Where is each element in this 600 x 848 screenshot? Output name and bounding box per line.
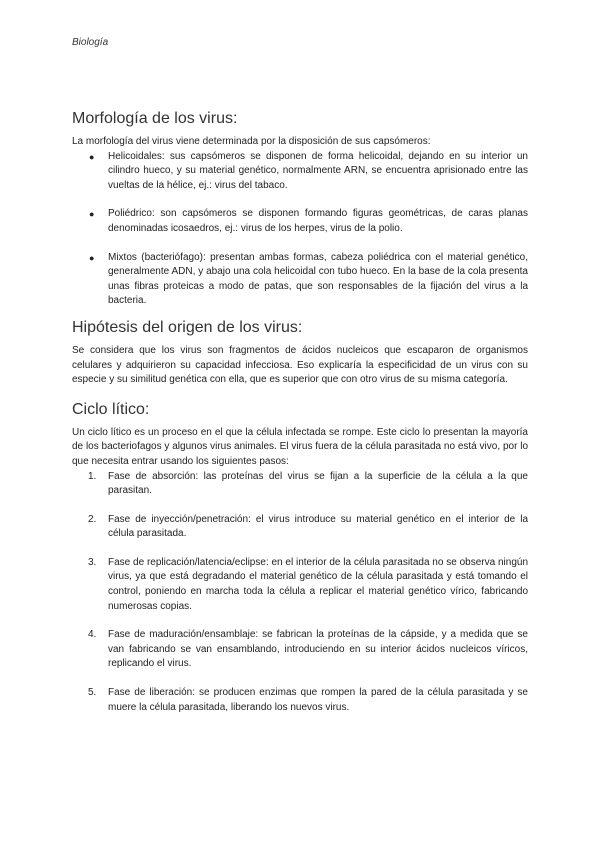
- list-item-text: Poliédrico: son capsómeros se disponen formando figuras geométricas, de caras planas denominadas icosaedros, ej.: virus de los herpes, virus de la polio.: [108, 208, 528, 234]
- step-number: 2.: [88, 513, 97, 525]
- section-paragraph: Se considera que los virus son fragmentos de ácidos nucleicos que escaparon de organismos celulares y adquirieron su capacidad infecciosa. Eso explicaría la especificidad de un virus con su especie y su similitud genética con ella, que es superior que con otro virus de su misma categoría.: [72, 344, 528, 386]
- list-item: [72, 251, 528, 309]
- bullet-icon: ●: [89, 151, 95, 162]
- list-item: [72, 556, 528, 614]
- list-item: [72, 686, 528, 715]
- list-item-text: Mixtos (bacteriófago): presentan ambas formas, cabeza poliédrica con el material genético, generalmente ADN, y abajo una cola helicoidal con tubo hueco. En la base de la cola presenta unas fibras proteicas a modo de patas, que son responsables de la fijación del virus a la bacteria.: [108, 251, 528, 307]
- section-heading: Morfología de los virus:: [72, 110, 238, 127]
- step-number: 1.: [88, 470, 97, 482]
- section-heading: Ciclo lítico:: [72, 400, 150, 418]
- section-hipotesis: [72, 319, 528, 388]
- section-heading: Hipótesis del origen de los virus:: [72, 318, 303, 336]
- bullet-list: [72, 150, 528, 309]
- section-ciclo-litico: [72, 401, 528, 716]
- section-intro: La morfología del virus viene determinada por la disposición de sus capsómeros:: [72, 136, 431, 147]
- page-header: Biología: [72, 37, 109, 48]
- list-item-text: Fase de maduración/ensamblaje: se fabrican la proteínas de la cápside, y a medida que se van fabricando se van ensamblando, introduciendo en su interior ácidos nucleicos víricos, replicando el virus.: [108, 629, 528, 670]
- step-number: 3.: [88, 556, 97, 568]
- list-item: [72, 628, 528, 672]
- section-intro: Un ciclo lítico es un proceso en el que la célula infectada se rompe. Este ciclo lo presentan la mayoría de los bacteriofagos y algunos virus animales. El virus fuera de la célula parasitada no está vivo, por lo que necesita entrar usando los siguientes pasos:: [72, 426, 528, 467]
- list-item: [72, 207, 528, 236]
- list-item: [72, 513, 528, 542]
- document-body: [72, 110, 528, 715]
- bullet-icon: ●: [89, 252, 95, 263]
- list-item: [72, 150, 528, 194]
- step-number: 4.: [88, 629, 97, 641]
- list-item-text: Helicoidales: sus capsómeros se disponen de forma helicoidal, dejando en su interior un cilindro hueco, y su material genético, normalmente ARN, se encuentra aprisionado entre las vueltas de la hélice, ej.: virus del tabaco.: [108, 150, 528, 191]
- list-item-text: Fase de liberación: se producen enzimas que rompen la pared de la célula parasitada y se muere la célula parasitada, liberando los nuevos virus.: [108, 687, 528, 713]
- list-item-text: Fase de replicación/latencia/eclipse: en el interior de la célula parasitada no se observa ningún virus, ya que está degradando el material genético de la célula parasitada y está tomando el control, poniendo en marcha toda la célula a replicar el material genético vírico, fabricando numerosas copias.: [108, 556, 528, 612]
- bullet-icon: ●: [89, 209, 95, 220]
- step-number: 5.: [88, 687, 97, 699]
- section-morfologia: [72, 110, 528, 309]
- list-item-text: Fase de inyección/penetración: el virus introduce su material genético en el interior de la célula parasitada.: [108, 513, 528, 540]
- list-item-text: Fase de absorción: las proteínas del virus se fijan a la superficie de la célula a la que parasitan.: [108, 470, 528, 497]
- numbered-list: [72, 470, 528, 716]
- list-item: [72, 470, 528, 499]
